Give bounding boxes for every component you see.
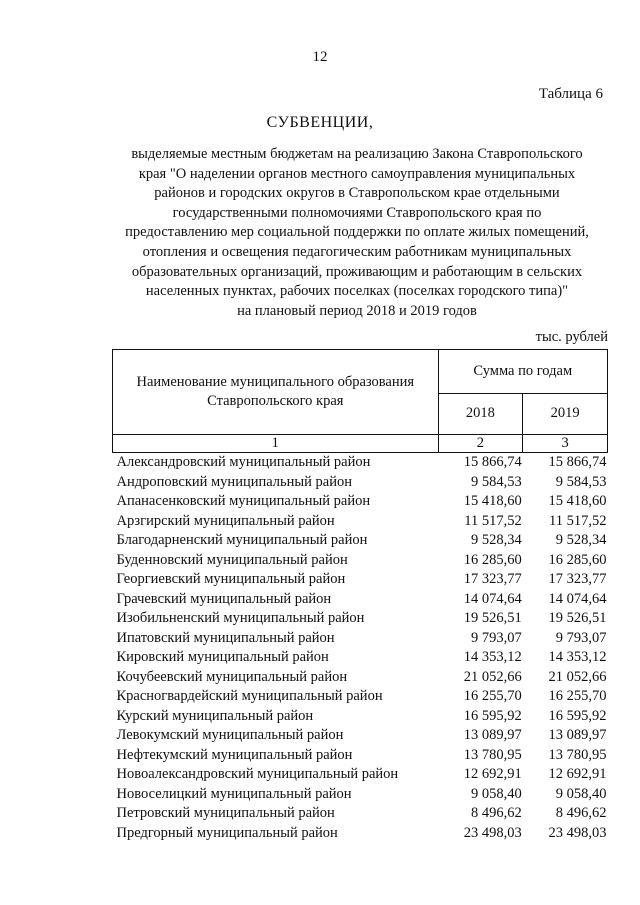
- table-row: [113, 668, 608, 688]
- municipality-name: Кировский муниципальный район: [116, 649, 329, 665]
- table-row: [113, 804, 608, 824]
- page-number: 12: [312, 49, 328, 65]
- value-2018: 13 089,97: [463, 727, 522, 743]
- value-2018: 9 528,34: [471, 532, 522, 548]
- value-2019: 11 517,52: [549, 512, 607, 529]
- header-municipality-line2: Ставропольского края: [207, 393, 344, 409]
- value-2018: 16 255,70: [463, 688, 522, 704]
- value-2019: 15 866,74: [548, 454, 607, 470]
- table-row: [113, 746, 608, 766]
- value-2019: 23 498,03: [548, 824, 607, 841]
- value-2018: 16 595,92: [463, 707, 522, 724]
- table-row: [113, 765, 608, 785]
- document-title: СУБВЕНЦИИ,: [266, 114, 374, 131]
- table-row: [113, 687, 608, 707]
- value-2018: 16 285,60: [463, 551, 522, 568]
- subtitle-line: на плановый период 2018 и 2019 годов: [237, 302, 477, 319]
- subtitle-line: выделяемые местным бюджетам на реализацию Закона Ставропольского: [131, 146, 583, 162]
- municipality-name: Изобильненский муниципальный район: [116, 610, 365, 626]
- table-row: [113, 726, 608, 746]
- header-municipality-line1: Наименование муниципального образования: [136, 374, 415, 390]
- table-row: [113, 609, 608, 629]
- subtitle-line: населенных пунктах, рабочих поселках (поселках городского типа)": [145, 283, 569, 300]
- value-2018: 8 496,62: [471, 805, 522, 821]
- value-2019: 13 780,95: [548, 746, 607, 763]
- subtitle-line: отопления и освещения педагогическим работникам муниципальных: [142, 243, 572, 260]
- table-row: [113, 629, 608, 649]
- municipality-name: Арзгирский муниципальный район: [116, 512, 335, 529]
- municipality-name: Красногвардейский муниципальный район: [116, 688, 383, 704]
- municipality-name: Ипатовский муниципальный район: [116, 629, 335, 646]
- value-2019: 14 074,64: [548, 590, 607, 607]
- value-2018: 15 866,74: [463, 454, 522, 470]
- table-row: [113, 648, 608, 668]
- table-row: [113, 570, 608, 590]
- header-sum-by-years: Сумма по годам: [438, 350, 607, 394]
- subtitle-line: предоставлению мер социальной поддержки по оплате жилых помещений,: [125, 224, 589, 241]
- value-2018: 17 323,77: [463, 571, 522, 587]
- value-2019: 15 418,60: [548, 493, 607, 509]
- table-row: [113, 551, 608, 571]
- value-2018: 21 052,66: [463, 668, 522, 685]
- municipality-name: Нефтекумский муниципальный район: [116, 746, 353, 763]
- municipality-name: Грачевский муниципальный район: [116, 590, 332, 607]
- value-2019: 17 323,77: [548, 571, 607, 587]
- table-label: Таблица 6: [538, 86, 603, 102]
- table-row: [113, 512, 608, 532]
- header-year-2019: 2019: [523, 393, 608, 435]
- value-2019: 21 052,66: [548, 668, 607, 685]
- value-2018: 9 793,07: [471, 629, 522, 646]
- value-2019: 9 793,07: [555, 629, 607, 646]
- column-number: 3: [523, 435, 608, 453]
- table-row: [113, 824, 608, 844]
- value-2018: 19 526,51: [463, 610, 522, 626]
- table-row: [113, 707, 608, 727]
- value-2018: 12 692,91: [463, 766, 522, 782]
- value-2018: 14 353,12: [463, 649, 522, 665]
- municipality-name: Курский муниципальный район: [116, 707, 314, 724]
- value-2019: 9 528,34: [555, 532, 607, 548]
- column-number: 1: [113, 435, 439, 453]
- value-2019: 12 692,91: [548, 766, 607, 782]
- value-2019: 16 595,92: [548, 707, 607, 724]
- header-year-2018: 2018: [438, 393, 523, 435]
- subtitle-line: государственными полномочиями Ставропольского края по: [172, 204, 542, 221]
- value-2019: 16 255,70: [548, 688, 607, 704]
- municipality-name: Новоселицкий муниципальный район: [116, 785, 352, 802]
- value-2018: 13 780,95: [463, 746, 522, 763]
- table-row: [113, 473, 608, 493]
- table-row: [113, 453, 608, 473]
- value-2018: 15 418,60: [463, 493, 522, 509]
- table-row: [113, 785, 608, 805]
- column-number-row: [113, 435, 608, 453]
- value-2018: 23 498,03: [463, 824, 522, 841]
- table-row: [113, 492, 608, 512]
- value-2018: 9 058,40: [471, 785, 522, 802]
- municipality-name: Новоалександровский муниципальный район: [116, 766, 399, 782]
- municipality-name: Буденновский муниципальный район: [116, 551, 348, 568]
- municipality-name: Александровский муниципальный район: [116, 454, 371, 470]
- municipality-name: Кочубеевский муниципальный район: [116, 668, 348, 685]
- municipality-name: Георгиевский муниципальный район: [116, 571, 346, 587]
- header-municipality: [113, 350, 439, 435]
- value-2019: 9 584,53: [555, 473, 607, 490]
- value-2019: 14 353,12: [548, 649, 607, 665]
- column-number: 2: [438, 435, 523, 453]
- municipality-name: Андроповский муниципальный район: [116, 473, 352, 490]
- units-label: тыс. рублей: [535, 329, 608, 345]
- municipality-name: Петровский муниципальный район: [116, 805, 335, 821]
- municipality-name: Левокумский муниципальный район: [116, 727, 344, 743]
- value-2019: 16 285,60: [548, 551, 607, 568]
- subtitle-line: края "О наделении органов местного самоуправления муниципальных: [138, 165, 576, 182]
- value-2018: 11 517,52: [464, 512, 522, 529]
- table-body: [113, 453, 608, 844]
- subtitle-line: районов и городских округов в Ставропольском крае отдельными: [154, 185, 560, 202]
- value-2019: 19 526,51: [548, 610, 607, 626]
- value-2019: 8 496,62: [555, 805, 607, 821]
- municipality-name: Апанасенковский муниципальный район: [116, 493, 371, 509]
- table-row: [113, 531, 608, 551]
- municipality-name: Благодарненский муниципальный район: [116, 532, 368, 548]
- value-2019: 9 058,40: [555, 785, 607, 802]
- value-2018: 9 584,53: [471, 473, 522, 490]
- municipality-name: Предгорный муниципальный район: [116, 824, 338, 841]
- document-subtitle: [102, 145, 612, 321]
- value-2018: 14 074,64: [463, 590, 522, 607]
- value-2019: 13 089,97: [548, 727, 607, 743]
- table-header: [113, 350, 608, 453]
- subtitle-line: образовательных организаций, проживающим и работающим в сельских: [131, 263, 583, 280]
- subsidies-table: [112, 349, 608, 843]
- table-row: [113, 590, 608, 610]
